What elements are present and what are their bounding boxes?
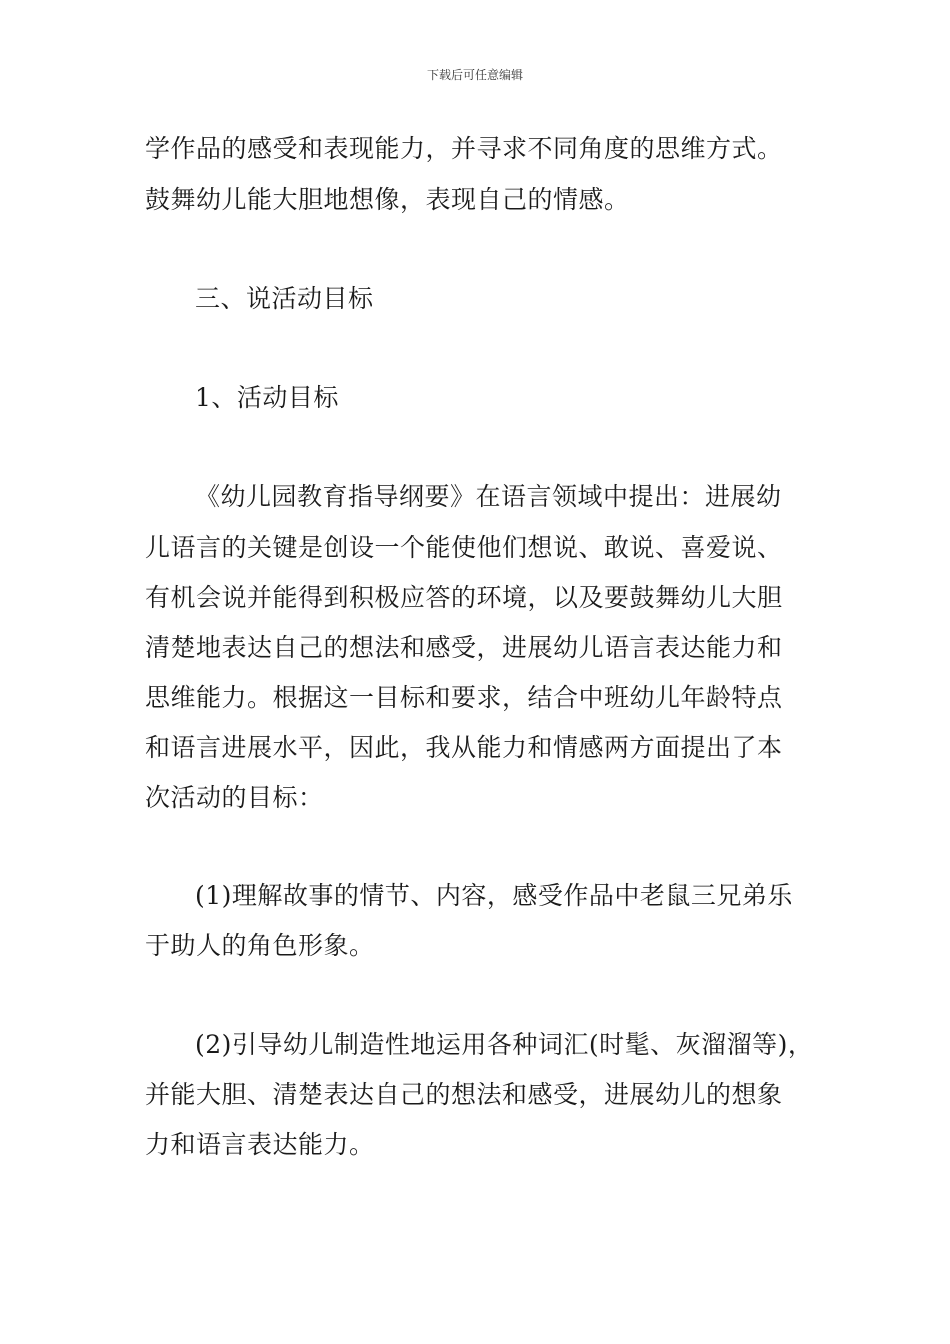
paragraph-line: 《幼儿园教育指导纲要》在语言领域中提出：进展幼: [195, 482, 782, 511]
text-line: 学作品的感受和表现能力，并寻求不同角度的思维方式。: [145, 134, 783, 163]
paragraph-line: 有机会说并能得到积极应答的环境，以及要鼓舞幼儿大胆: [145, 583, 783, 612]
paragraph-line: 次活动的目标：: [145, 783, 324, 812]
subsection-heading: 1、活动目标: [195, 383, 339, 412]
text-line: 鼓舞幼儿能大胆地想像，表现自己的情感。: [145, 185, 630, 214]
goal-item-1-cont: 于助人的角色形象。: [145, 931, 375, 960]
goal-item-2-cont: 并能大胆、清楚表达自己的想法和感受，进展幼儿的想象: [145, 1080, 783, 1109]
paragraph-line: 和语言进展水平，因此，我从能力和情感两方面提出了本: [145, 733, 783, 762]
paragraph-line: 儿语言的关键是创设一个能使他们想说、敢说、喜爱说、: [145, 533, 783, 562]
page-header: 下载后可任意编辑: [426, 68, 523, 82]
goal-item-2-cont: 力和语言表达能力。: [145, 1130, 375, 1159]
paragraph-line: 思维能力。根据这一目标和要求，结合中班幼儿年龄特点: [145, 683, 783, 712]
section-heading: 三、说活动目标: [195, 284, 374, 313]
goal-item-2: (2)引导幼儿制造性地运用各种词汇(时髦、灰溜溜等)，: [195, 1030, 814, 1059]
goal-item-1: (1)理解故事的情节、内容，感受作品中老鼠三兄弟乐: [195, 881, 793, 910]
paragraph-line: 清楚地表达自己的想法和感受，进展幼儿语言表达能力和: [145, 633, 783, 662]
